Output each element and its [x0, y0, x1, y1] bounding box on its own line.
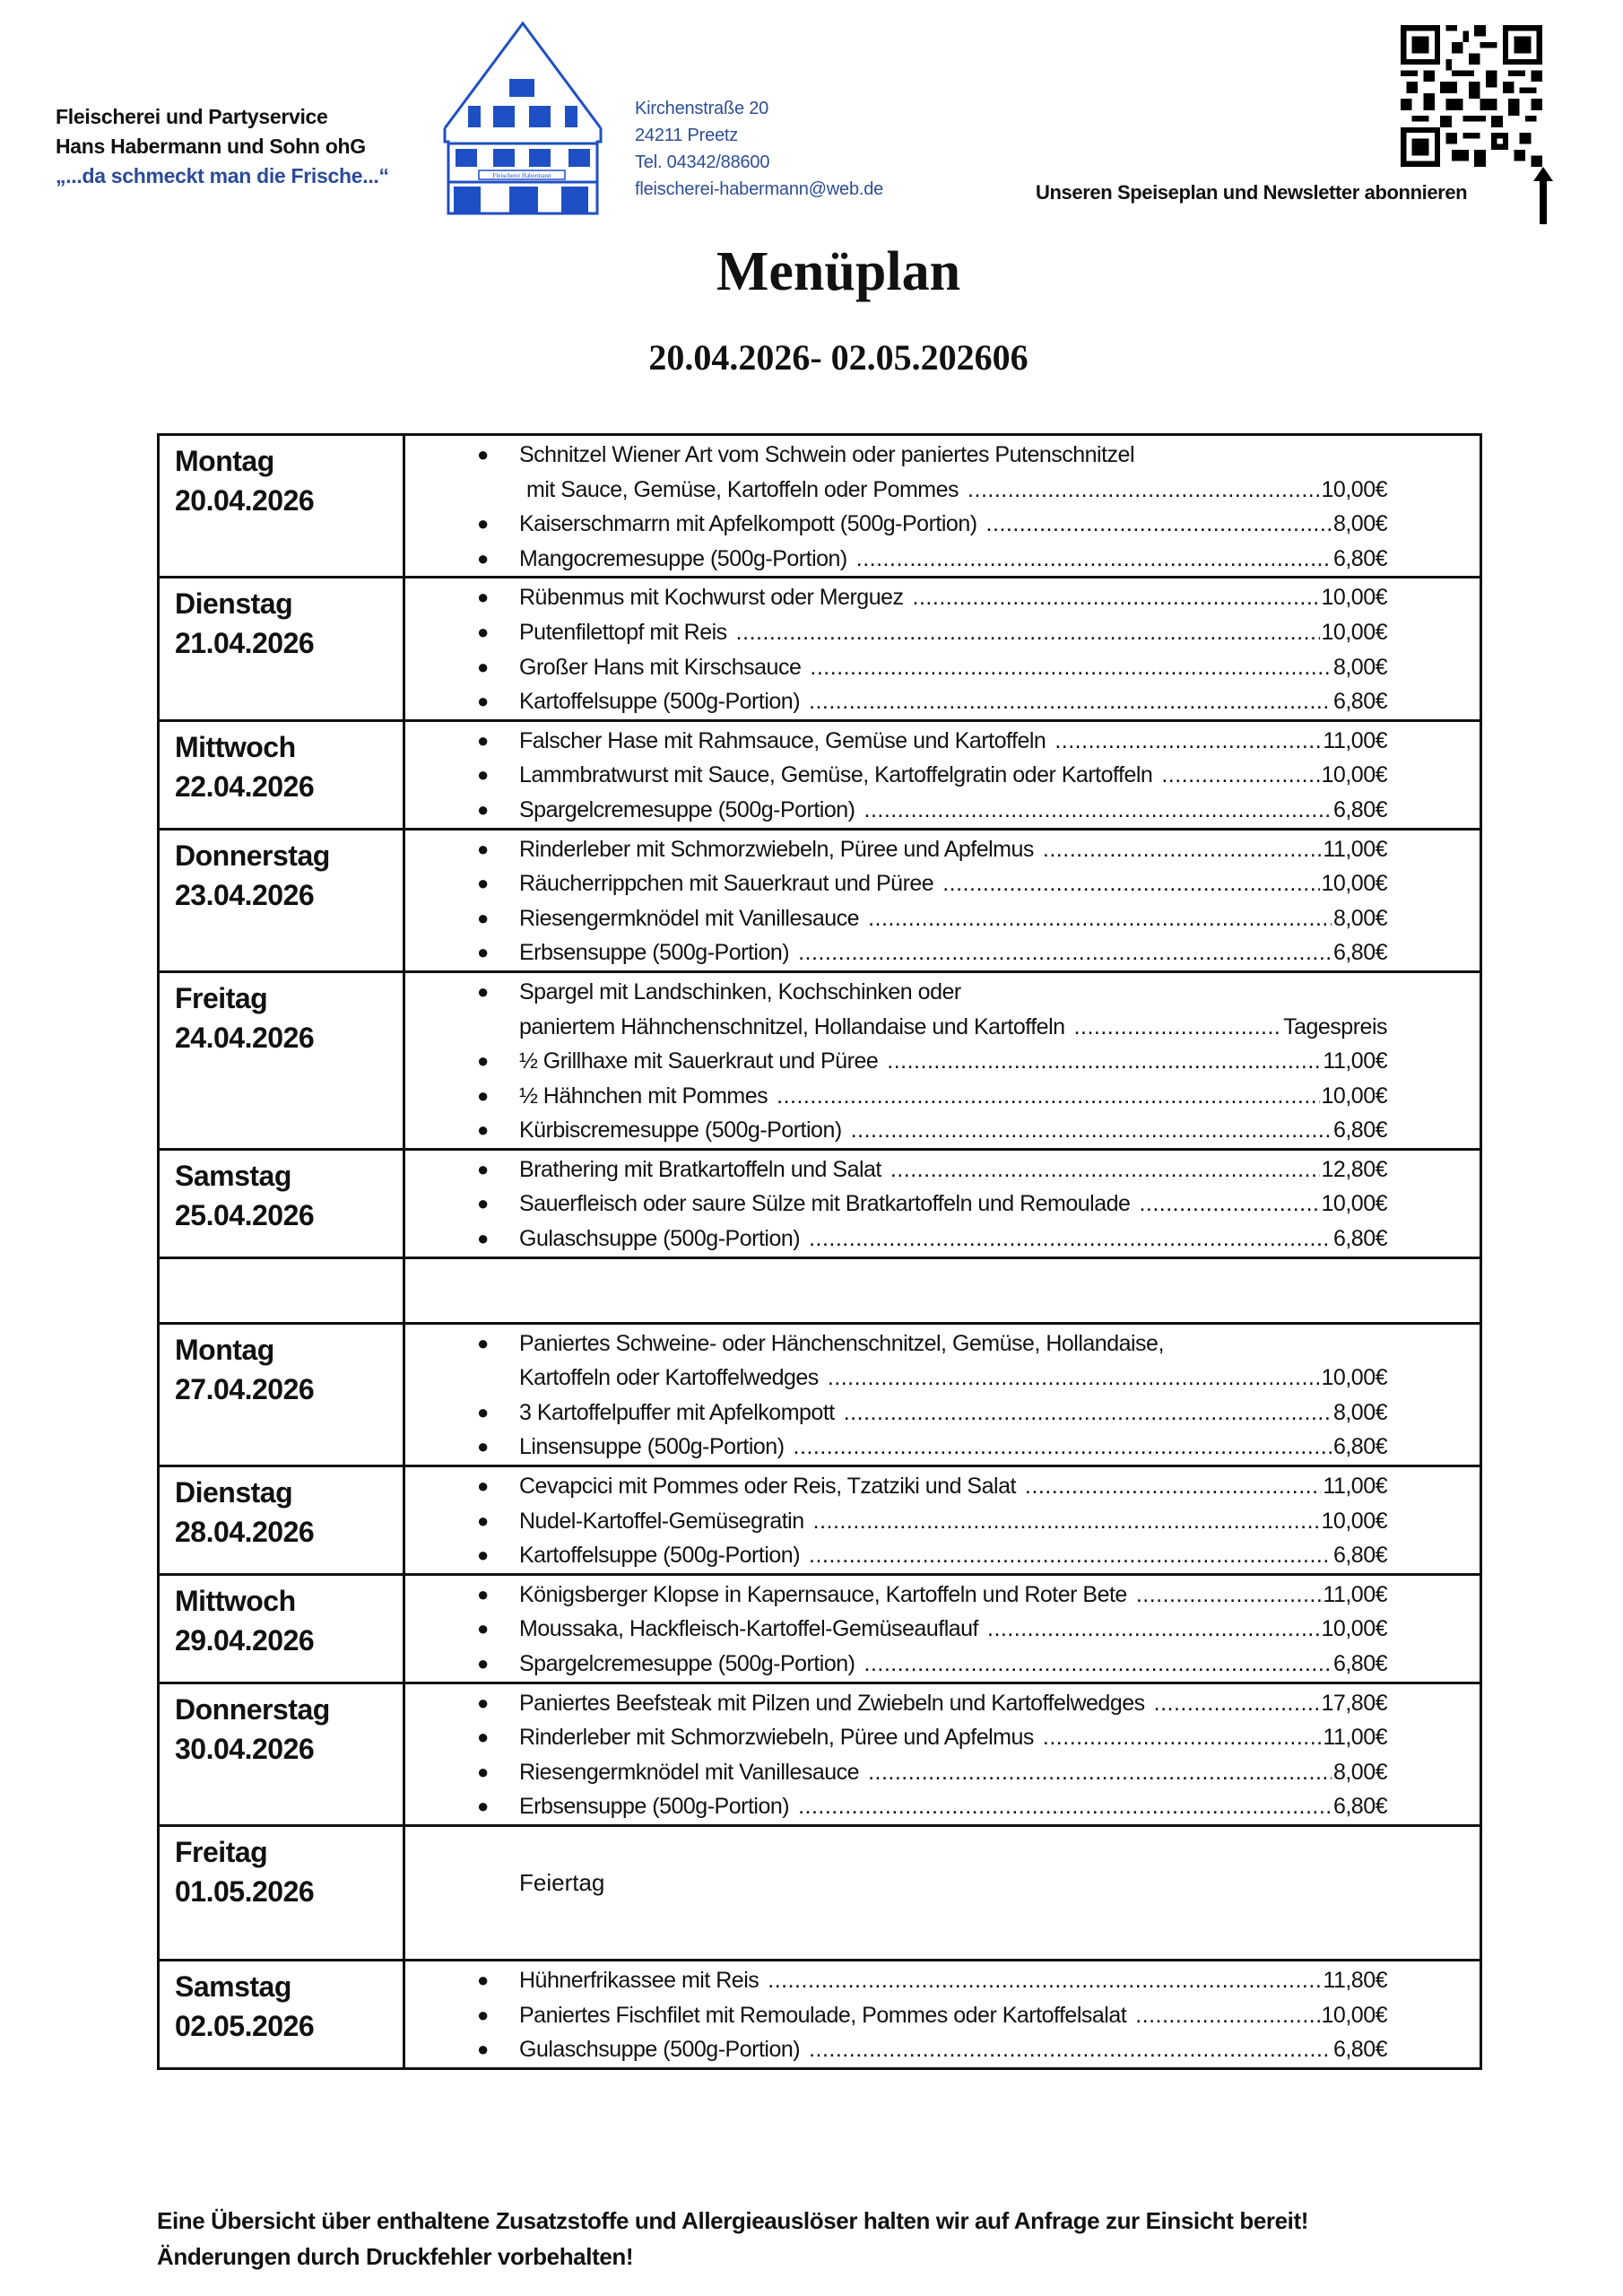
bullet-icon: ●: [477, 512, 489, 535]
list-item: ● Erbsensuppe (500g-Portion) ..... 6,80€: [405, 1789, 1480, 1824]
price: 10,00€: [1321, 762, 1387, 788]
price: 10,00€: [1321, 1083, 1387, 1109]
list-item: ● Brathering mit Bratkartoffeln und Salat ..... 12,80€: [405, 1152, 1480, 1187]
price: 8,00€: [1332, 511, 1387, 537]
list-item: ● Kaiserschmarrn mit Apfelkompott (500g-Portion) ..... 8,00€: [405, 507, 1480, 542]
items-cell: [404, 1683, 1481, 1825]
bullet-icon: ●: [477, 1083, 489, 1107]
allergen-notice: Eine Übersicht über enthaltene Zusatzstoffe und Allergieauslöser halten wir auf Anfrage zur Einsicht bereit!: [157, 2207, 1309, 2234]
day-name: Dienstag: [175, 1476, 293, 1509]
contact-email[interactable]: fleischerei-habermann@web.de: [635, 179, 884, 199]
bullet-icon: ●: [477, 1049, 489, 1073]
day-cell: [159, 1149, 404, 1257]
list-item: ● Rübenmus mit Kochwurst oder Merguez ..... 10,00€: [405, 580, 1480, 615]
list-item: ● Rinderleber mit Schmorzwiebeln, Püree und Apfelmus ..... 11,00€: [405, 1720, 1480, 1755]
list-item: ● Mangocremesuppe (500g-Portion) ..... 6,80€: [405, 542, 1480, 577]
items-cell: [404, 1466, 1481, 1575]
bullet-icon: ●: [477, 655, 489, 678]
date-range: 20.04.2026- 02.05.202606: [648, 337, 1028, 378]
price: 10,00€: [1321, 2002, 1387, 2028]
price: 10,00€: [1321, 1365, 1387, 1391]
price: 6,80€: [1332, 940, 1387, 966]
bullet-icon: ●: [477, 1157, 489, 1180]
bullet-icon: ●: [477, 546, 489, 570]
bullet-icon: ●: [477, 586, 489, 609]
list-item: ● Rinderleber mit Schmorzwiebeln, Püree und Apfelmus ..... 11,00€: [405, 832, 1480, 867]
table-row: [159, 1825, 1481, 1960]
footer-notice: [157, 2203, 1308, 2274]
bullet-icon: ●: [477, 979, 489, 1003]
list-item: ● Königsberger Klopse in Kapernsauce, Kartoffeln und Roter Bete ..... 11,00€: [405, 1578, 1480, 1613]
price: 6,80€: [1332, 796, 1387, 822]
bullet-icon: ●: [477, 1192, 489, 1215]
bullet-icon: ●: [477, 620, 489, 643]
price: 8,00€: [1332, 905, 1387, 931]
price: 12,80€: [1321, 1156, 1387, 1182]
list-item: ● Sauerfleisch oder saure Sülze mit Bratkartoffeln und Remoulade ..... 10,00€: [405, 1187, 1480, 1222]
list-item: ● Räucherrippchen mit Sauerkraut und Püree ..... 10,00€: [405, 866, 1480, 901]
contact-city: 24211 Preetz: [635, 126, 739, 145]
price: 11,00€: [1323, 836, 1387, 862]
table-row: [159, 1466, 1481, 1575]
day-date: 21.04.2026: [175, 627, 315, 660]
table-row: [159, 971, 1481, 1149]
day-name: Freitag: [175, 1835, 268, 1868]
bullet-icon: ●: [477, 1652, 489, 1674]
items-cell: [404, 1825, 1481, 1960]
price: 6,80€: [1332, 545, 1387, 571]
day-date: 25.04.2026: [175, 1198, 315, 1231]
table-row: [159, 1323, 1481, 1465]
day-date: 01.05.2026: [175, 1874, 315, 1908]
day-cell: [159, 435, 404, 578]
bullet-icon: ●: [477, 837, 489, 860]
items-cell: [404, 1574, 1481, 1683]
holiday-label: Feiertag: [519, 1868, 605, 1896]
company-legal-name: Hans Habermann und Sohn ohG: [56, 135, 366, 158]
day-date: 30.04.2026: [175, 1732, 315, 1765]
day-name: Donnerstag: [175, 1692, 330, 1726]
day-name: Samstag: [175, 1970, 291, 2003]
contact-street: Kirchenstraße 20: [635, 99, 769, 118]
bullet-icon: ●: [477, 1691, 489, 1714]
table-row: [159, 435, 1481, 578]
list-item: ● Erbsensuppe (500g-Portion) ..... 6,80€: [405, 935, 1480, 970]
price: 11,00€: [1323, 1048, 1387, 1074]
bullet-icon: ●: [477, 1227, 489, 1250]
price: 11,80€: [1323, 1967, 1387, 1993]
list-item: ● Spargelcremesuppe (500g-Portion) ..... 6,80€: [405, 793, 1480, 828]
empty-cell: [404, 1257, 1481, 1323]
list-item: ● Putenfilettopf mit Reis ..... 10,00€: [405, 615, 1480, 650]
day-date: 02.05.2026: [175, 2009, 315, 2042]
day-cell: [159, 829, 404, 971]
price: 6,80€: [1332, 1651, 1387, 1676]
svg-text:Fleischerei Habermann: Fleischerei Habermann: [492, 172, 551, 179]
bullet-icon: ●: [477, 1968, 489, 1991]
bullet-icon: ●: [477, 728, 489, 752]
price: 11,00€: [1323, 1725, 1387, 1751]
bullet-icon: ●: [477, 906, 489, 929]
day-cell: [159, 720, 404, 829]
day-cell: [159, 578, 404, 720]
price: 11,00€: [1323, 1474, 1387, 1500]
bullet-icon: ●: [477, 1617, 489, 1640]
bullet-icon: ●: [477, 763, 489, 787]
day-cell: [159, 971, 404, 1149]
day-name: Montag: [175, 445, 274, 477]
list-item: ● Hühnerfrikassee mit Reis ..... 11,80€: [405, 1963, 1480, 1998]
items-cell: [404, 578, 1481, 720]
list-item: ● Großer Hans mit Kirschsauce ..... 8,00€: [405, 650, 1480, 685]
arrow-up-icon: [1533, 167, 1553, 224]
list-item: ● Kartoffelsuppe (500g-Portion) ..... 6,80€: [405, 1538, 1480, 1573]
list-item: ● Schnitzel Wiener Art vom Schwein oder paniertes Putenschnitzel mit Sauce, Gemüse, Kartoffeln oder Pommes ..... 10,00€: [405, 438, 1480, 507]
list-item: ● Spargelcremesuppe (500g-Portion) ..... 6,80€: [405, 1647, 1480, 1682]
price: 10,00€: [1321, 585, 1387, 611]
page-title: Menüplan: [716, 241, 961, 302]
items-cell: [404, 1960, 1481, 2068]
list-item: ● Kürbiscremesuppe (500g-Portion) ..... 6,80€: [405, 1113, 1480, 1148]
day-name: Samstag: [175, 1159, 291, 1192]
house-logo-icon: [438, 16, 608, 215]
items-cell: [404, 971, 1481, 1149]
table-row: [159, 1960, 1481, 2068]
price: 6,80€: [1332, 1434, 1387, 1460]
company-name: Fleischerei und Partyservice: [56, 105, 328, 128]
bullet-icon: ●: [477, 2038, 489, 2061]
list-item: ● Nudel-Kartoffel-Gemüsegratin ..... 10,00€: [405, 1504, 1480, 1539]
slogan: „...da schmeckt man die Frische...“: [56, 164, 389, 187]
list-item: ● Moussaka, Hackfleisch-Kartoffel-Gemüseauflauf ..... 10,00€: [405, 1612, 1480, 1647]
price: 10,00€: [1321, 619, 1387, 645]
items-cell: [404, 435, 1481, 578]
price: 6,80€: [1332, 1543, 1387, 1569]
list-item: ● Riesengermknödel mit Vanillesauce ..... 8,00€: [405, 1755, 1480, 1790]
empty-cell: [159, 1257, 404, 1323]
qr-code-icon[interactable]: [1399, 25, 1544, 167]
price: 6,80€: [1332, 2037, 1387, 2063]
company-block: [56, 102, 389, 191]
table-row: [159, 829, 1481, 971]
day-date: 28.04.2026: [175, 1516, 315, 1549]
list-item: ● Gulaschsuppe (500g-Portion) ..... 6,80€: [405, 2032, 1480, 2067]
bullet-icon: ●: [477, 1118, 489, 1142]
bullet-icon: ●: [477, 2003, 489, 2026]
day-cell: [159, 1466, 404, 1575]
day-name: Mittwoch: [175, 730, 296, 763]
contact-block: [635, 95, 883, 203]
bullet-icon: ●: [477, 443, 489, 465]
bullet-icon: ●: [477, 1331, 489, 1354]
day-name: Freitag: [175, 981, 268, 1014]
price: 11,00€: [1323, 727, 1387, 753]
day-cell: [159, 1574, 404, 1683]
menu-table: [157, 433, 1482, 2070]
table-row: [159, 1574, 1481, 1683]
price: 8,00€: [1332, 1759, 1387, 1785]
price: 8,00€: [1332, 1399, 1387, 1425]
list-item: ● Gulaschsuppe (500g-Portion) ..... 6,80€: [405, 1222, 1480, 1257]
misprint-disclaimer: Änderungen durch Druckfehler vorbehalten!: [157, 2243, 634, 2270]
day-cell: [159, 1323, 404, 1465]
bullet-icon: ●: [477, 1760, 489, 1783]
bullet-icon: ●: [477, 941, 489, 964]
price: 6,80€: [1332, 1226, 1387, 1252]
price: 10,00€: [1321, 1191, 1387, 1217]
price: 6,80€: [1332, 1118, 1387, 1144]
bullet-icon: ●: [477, 872, 489, 895]
day-name: Dienstag: [175, 587, 293, 621]
day-date: 23.04.2026: [175, 878, 315, 911]
price: 6,80€: [1332, 1794, 1387, 1820]
bullet-icon: ●: [477, 1795, 489, 1818]
day-cell: [159, 1825, 404, 1960]
list-item: ● Lammbratwurst mit Sauce, Gemüse, Kartoffelgratin oder Kartoffeln ..... 10,00€: [405, 758, 1480, 793]
table-row: [159, 578, 1481, 720]
day-date: 20.04.2026: [175, 484, 315, 517]
qr-caption: Unseren Speiseplan und Newsletter abonnieren: [1036, 181, 1468, 204]
bullet-icon: ●: [477, 690, 489, 713]
bullet-icon: ●: [477, 1582, 489, 1605]
items-cell: [404, 1323, 1481, 1465]
bullet-icon: ●: [477, 1544, 489, 1567]
table-row: [159, 1149, 1481, 1257]
list-item: ● ½ Hähnchen mit Pommes ..... 10,00€: [405, 1079, 1480, 1114]
day-name: Mittwoch: [175, 1584, 296, 1617]
items-cell: [404, 829, 1481, 971]
items-cell: [404, 1149, 1481, 1257]
day-date: 24.04.2026: [175, 1021, 315, 1054]
table-row: [159, 720, 1481, 829]
price: 10,00€: [1321, 1616, 1387, 1642]
price: 11,00€: [1323, 1581, 1387, 1607]
bullet-icon: ●: [477, 1400, 489, 1423]
items-cell: [404, 720, 1481, 829]
list-item: ● Paniertes Beefsteak mit Pilzen und Zwiebeln und Kartoffelwedges ..... 17,80€: [405, 1686, 1480, 1721]
day-date: 27.04.2026: [175, 1372, 315, 1405]
list-item: ● Linsensuppe (500g-Portion) ..... 6,80€: [405, 1430, 1480, 1465]
day-cell: [159, 1960, 404, 2068]
day-date: 22.04.2026: [175, 770, 315, 803]
bullet-icon: ●: [477, 1509, 489, 1532]
list-item: ● Cevapcici mit Pommes oder Reis, Tzatziki und Salat ..... 11,00€: [405, 1469, 1480, 1504]
day-cell: [159, 1683, 404, 1825]
day-name: Donnerstag: [175, 839, 330, 872]
list-item: ● Paniertes Fischfilet mit Remoulade, Pommes oder Kartoffelsalat ..... 10,00€: [405, 1998, 1480, 2033]
price: 10,00€: [1321, 476, 1387, 502]
price: 6,80€: [1332, 689, 1387, 715]
list-item: ● Kartoffelsuppe (500g-Portion) ..... 6,80€: [405, 684, 1480, 719]
price: 10,00€: [1321, 1508, 1387, 1534]
price: 10,00€: [1321, 871, 1387, 897]
list-item: ● Falscher Hase mit Rahmsauce, Gemüse und Kartoffeln ..... 11,00€: [405, 724, 1480, 759]
list-item: ● 3 Kartoffelpuffer mit Apfelkompott ..... 8,00€: [405, 1396, 1480, 1431]
price: 8,00€: [1332, 654, 1387, 680]
day-name: Montag: [175, 1333, 274, 1366]
week-separator-row: [159, 1257, 1481, 1323]
list-item: ● ½ Grillhaxe mit Sauerkraut und Püree ..... 11,00€: [405, 1044, 1480, 1079]
bullet-icon: ●: [477, 1726, 489, 1749]
contact-phone[interactable]: Tel. 04342/88600: [635, 152, 770, 172]
list-item: ● Spargel mit Landschinken, Kochschinken oder paniertem Hähnchenschnitzel, Hollandaise und Kartoffeln ..... Tagespreis: [405, 975, 1480, 1044]
bullet-icon: ●: [477, 797, 489, 821]
price: 17,80€: [1321, 1690, 1387, 1716]
list-item: ● Riesengermknödel mit Vanillesauce ..... 8,00€: [405, 901, 1480, 936]
bullet-icon: ●: [477, 1435, 489, 1458]
price: Tagespreis: [1283, 1013, 1387, 1039]
bullet-icon: ●: [477, 1474, 489, 1498]
list-item: ● Paniertes Schweine- oder Hänchenschnitzel, Gemüse, Hollandaise, Kartoffeln oder Kartoffelwedges ..... 10,00€: [405, 1326, 1480, 1396]
table-row: [159, 1683, 1481, 1825]
day-date: 29.04.2026: [175, 1623, 315, 1657]
